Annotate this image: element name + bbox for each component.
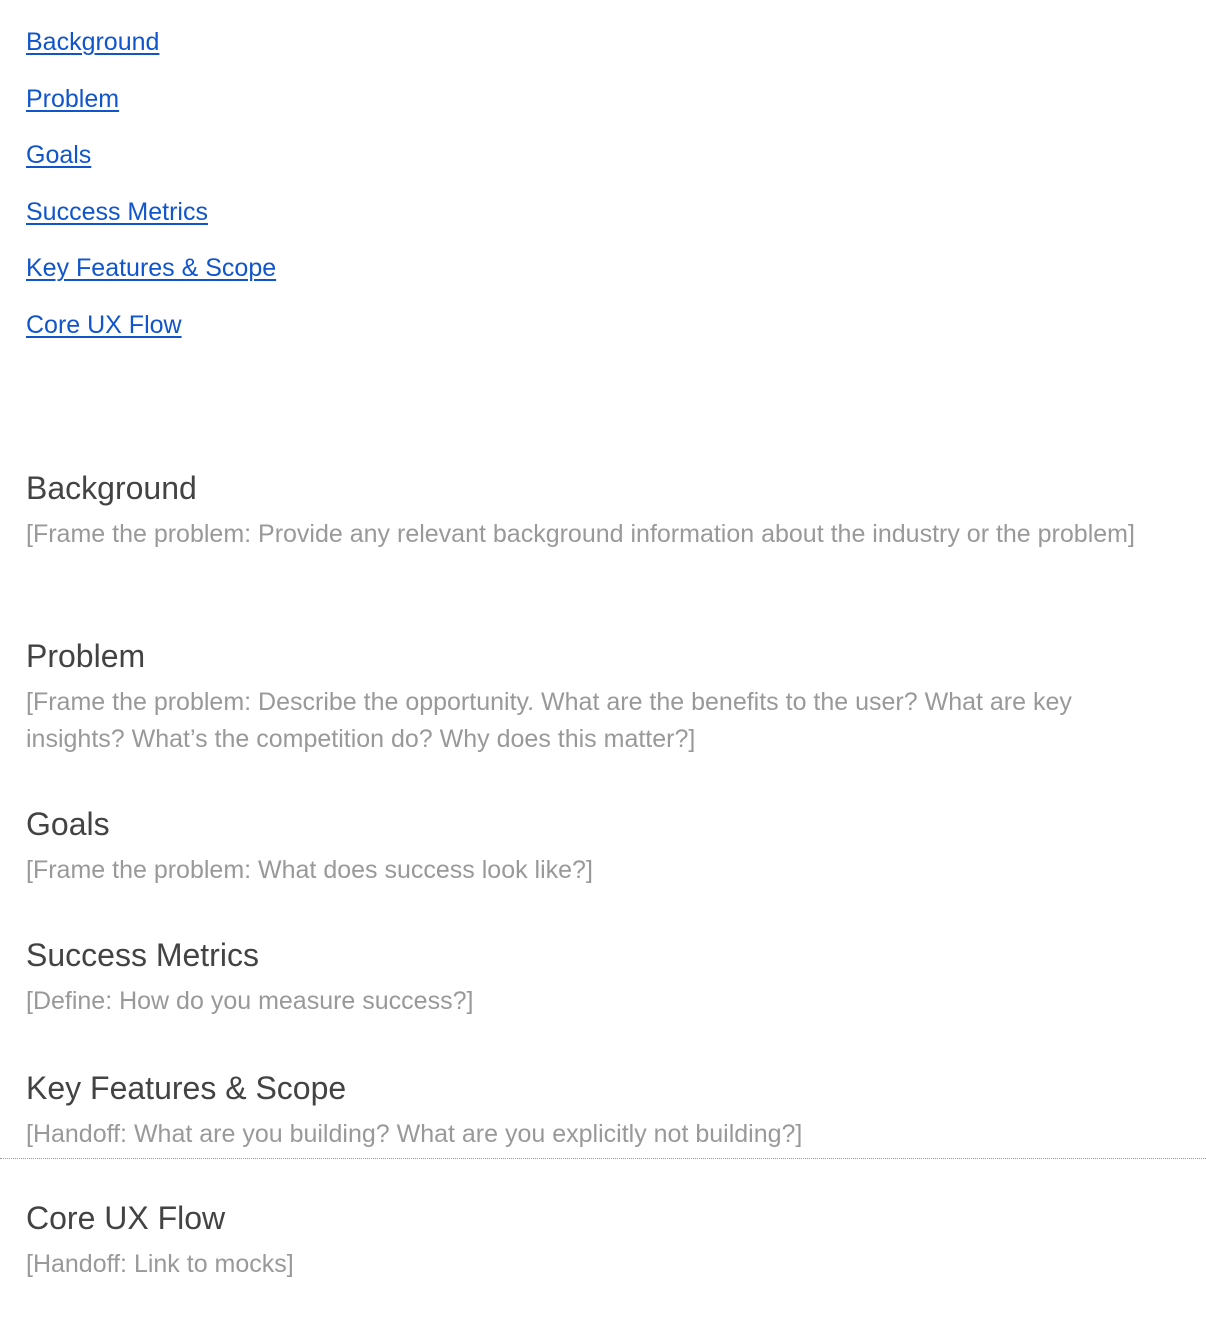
toc-link-problem[interactable]: Problem [26, 84, 120, 113]
section-background [26, 468, 1176, 553]
section-heading: Goals [26, 806, 110, 842]
toc-link-goals[interactable]: Goals [26, 141, 92, 169]
section-heading: Success Metrics [26, 937, 259, 973]
toc-link-key-features-scope[interactable]: Key Features & Scope [26, 254, 277, 282]
section-body: [Frame the problem: Describe the opportunity. What are the benefits to the user? What are key insights? What’s the competition do? Why does this matter?] [26, 688, 1072, 753]
section-body: [Handoff: What are you building? What are you explicitly not building?] [26, 1120, 803, 1148]
section-success-metrics [26, 935, 1176, 1020]
section-body: [Handoff: Link to mocks] [26, 1250, 294, 1278]
section-heading: Background [26, 470, 197, 506]
page-break-divider [0, 1158, 1206, 1159]
section-body: [Define: How do you measure success?] [26, 987, 474, 1015]
toc-link-success-metrics[interactable]: Success Metrics [26, 197, 208, 226]
section-heading: Core UX Flow [26, 1200, 226, 1236]
section-body: [Frame the problem: What does success look like?] [26, 856, 593, 884]
section-heading: Key Features & Scope [26, 1070, 347, 1106]
section-key-features-scope [26, 1068, 1176, 1153]
section-heading: Problem [26, 638, 146, 674]
section-problem [26, 636, 1176, 758]
section-goals [26, 804, 1176, 889]
section-body: [Frame the problem: Provide any relevant background information about the industry or the problem] [26, 520, 1135, 548]
section-core-ux-flow [26, 1198, 1176, 1283]
toc-link-background[interactable]: Background [26, 28, 160, 56]
toc-link-core-ux-flow[interactable]: Core UX Flow [26, 310, 182, 339]
table-of-contents [26, 26, 276, 365]
